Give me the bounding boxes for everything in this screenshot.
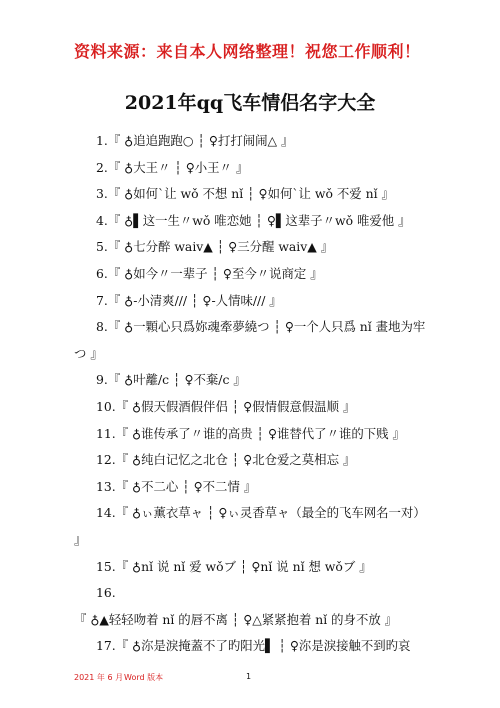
item-text: 『 ♁ぃ薰衣草ャ ┆ ♀ぃ灵香草ャ（最全的飞车网名一对） 』 xyxy=(74,505,426,547)
list-item xyxy=(74,394,434,421)
list-item xyxy=(74,314,434,367)
item-number: 9. xyxy=(96,372,108,388)
list-item xyxy=(74,421,434,448)
list-item xyxy=(74,554,434,581)
list-item xyxy=(74,633,434,660)
item-text: 『 ♁大王〃 ┆ ♀小王〃 』 xyxy=(107,159,249,175)
list-item xyxy=(74,155,434,182)
item-number: 2. xyxy=(96,159,108,175)
item-number: 16. xyxy=(96,585,116,601)
item-text: 『 ♁假天假酒假伴侣 ┆ ♀假情假意假温顺 』 xyxy=(115,398,356,414)
item-text: 『 ♁追追跑跑○ ┆ ♀打打闹闹△ 』 xyxy=(107,133,294,148)
item-number: 1. xyxy=(96,133,108,148)
item-number: 6. xyxy=(96,265,108,281)
list-item xyxy=(74,208,434,235)
list-item xyxy=(74,447,434,474)
item-number: 8. xyxy=(96,319,108,335)
item-text: 『 ♁如今〃一辈子 ┆ ♀至今〃说商定 』 xyxy=(107,265,323,281)
item-number: 10. xyxy=(96,398,116,414)
list-item xyxy=(74,474,434,501)
list-item xyxy=(74,261,434,288)
list-item xyxy=(74,234,434,261)
item-text: 『 ♁谁传承了〃谁的高贵 ┆ ♀谁替代了〃谁的下贱 』 xyxy=(115,425,405,441)
item-text: 『 ♁七分醉 waiv▲ ┆ ♀三分醒 waiv▲ 』 xyxy=(107,239,334,255)
item-number: 12. xyxy=(96,452,116,468)
item-text: 『 ♁纯白记忆之北仓 ┆ ♀北仓爱之莫相忘 』 xyxy=(115,452,356,468)
name-list xyxy=(74,128,434,660)
item-number: 4. xyxy=(96,212,108,228)
item-text: 『 ♁▌这一生〃wǒ 唯恋她 ┆ ♀▌这辈子〃wǒ 唯爱他 』 xyxy=(107,212,411,228)
list-item xyxy=(74,580,434,633)
list-item xyxy=(74,288,434,315)
page-number: 1 xyxy=(246,672,252,681)
list-item xyxy=(74,500,434,553)
item-number: 17. xyxy=(96,638,116,654)
item-text: 『 ♁nǐ 说 nǐ 爱 wǒブ ┆ ♀nǐ 说 nǐ 想 wǒブ 』 xyxy=(115,558,372,574)
source-header: 资料来源：来自本人网络整理！祝您工作顺利！ xyxy=(74,42,421,61)
list-item xyxy=(74,181,434,208)
item-text: 『 ♁叶離/c ┆ ♀不棄/c 』 xyxy=(107,372,246,388)
item-number: 13. xyxy=(96,478,116,494)
item-number: 15. xyxy=(96,558,116,574)
item-text: 『 ♁不二心 ┆ ♀不二情 』 xyxy=(115,478,257,494)
item-text: 『 ♁沵是淚掩蓋不了旳阳光▌ ┆ ♀沵是淚接触不到旳哀 xyxy=(115,638,411,654)
footer-date: 2021 年 6 月 xyxy=(74,673,124,682)
item-number: 5. xyxy=(96,239,108,255)
item-number: 11. xyxy=(96,425,116,441)
list-item xyxy=(74,367,434,394)
item-text: 『 ♁-小清爽/// ┆ ♀-人情味/// 』 xyxy=(107,292,282,308)
item-number: 7. xyxy=(96,292,108,308)
item-text: 『 ♁▲轻轻吻着 nǐ 的唇不离 ┆ ♀△紧紧抱着 nǐ 的身不放 』 xyxy=(74,611,398,627)
item-number: 3. xyxy=(96,186,108,202)
page-title: 2021年qq飞车情侣名字大全 xyxy=(124,92,376,114)
item-text: 『 ♁如何`让 wǒ 不想 nǐ ┆ ♀如何`让 wǒ 不爱 nǐ 』 xyxy=(107,186,394,202)
list-item xyxy=(74,128,434,155)
item-text: 『 ♁一顆心只爲妳魂牽夢繞つ ┆ ♀一个人只爲 nǐ 畫地为牢つ 』 xyxy=(74,319,426,361)
footer-version: Word 版本 xyxy=(124,673,164,682)
item-number: 14. xyxy=(96,505,116,521)
